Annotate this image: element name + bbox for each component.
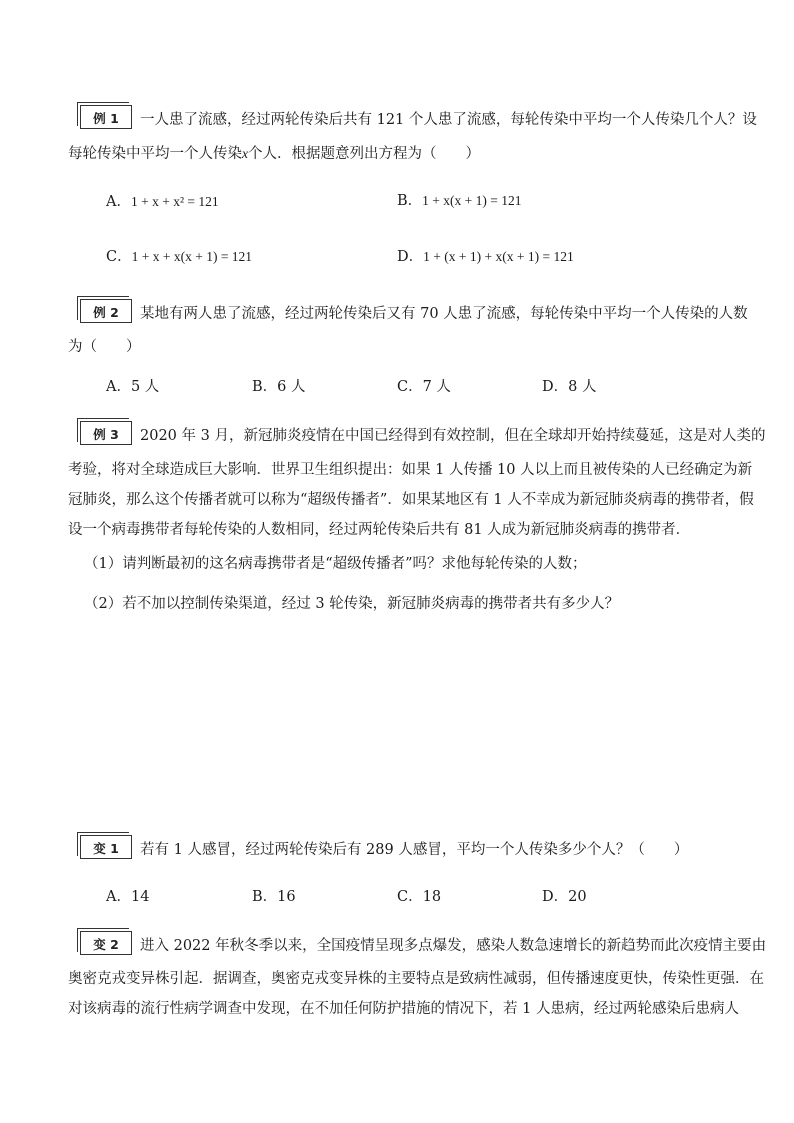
variant-1-question: 若有 1 人感冒，经过两轮传染后有 289 人感冒，平均一个人传染多少个人？（ ） <box>140 842 689 858</box>
variant-2-paragraph-line-1: 进入 2022 年秋冬季以来，全国疫情呈现多点爆发，感染人数急速增长的新趋势而此次疫情主要由 <box>140 938 767 954</box>
option-label: B． <box>397 193 423 209</box>
option-expression: 1 + (x + 1) + x(x + 1) = 121 <box>423 249 574 264</box>
variant-1-option-d: D．20 <box>542 889 587 905</box>
variant-1-tag-label: 变 1 <box>93 841 119 856</box>
example-2-tag <box>80 299 132 323</box>
example-1-variable: x <box>242 146 248 161</box>
example-3-paragraph-line-3: 冠肺炎，那么这个传播者就可以称为“超级传播者”．如果某地区有 1 人不幸成为新冠肺炎病毒的携带者，假 <box>68 492 754 508</box>
example-3-paragraph-line-4: 设一个病毒携带者每轮传染的人数相同，经过两轮传染后共有 81 人成为新冠肺炎病毒的携带者． <box>68 522 691 538</box>
variant-1-tag <box>80 835 132 859</box>
option-expression: 1 + x + x(x + 1) = 121 <box>131 249 253 264</box>
example-3-subquestion-2: （2）若不加以控制传染渠道，经过 3 轮传染，新冠肺炎病毒的携带者共有多少人？ <box>84 596 620 612</box>
option-label: A． <box>106 194 131 210</box>
example-1-question-line-2b: 个人．根据题意列出方程为（ ） <box>248 146 480 162</box>
variant-2-tag <box>80 931 132 955</box>
example-2-question-line-2: 为（ ） <box>68 339 141 355</box>
example-3-tag-label: 例 3 <box>93 427 119 442</box>
example-3-paragraph-line-2: 考验，将对全球造成巨大影响．世界卫生组织提出：如果 1 人传播 10 人以上而且被传染的人已经确定为新 <box>68 462 753 478</box>
example-2-tag-label: 例 2 <box>93 305 119 320</box>
option-expression: 1 + x + x² = 121 <box>130 194 219 209</box>
example-1-question-line-2 <box>68 142 480 163</box>
example-1-option-c <box>106 245 252 266</box>
example-1-tag <box>80 105 132 129</box>
example-2-option-c: C．7 人 <box>397 379 451 395</box>
variant-1-option-a: A．14 <box>106 889 150 905</box>
example-2-option-b: B．6 人 <box>252 379 306 395</box>
example-2-option-d: D．8 人 <box>542 379 597 395</box>
example-1-option-a <box>106 190 219 211</box>
example-1-option-d <box>397 245 574 266</box>
option-label: C． <box>106 249 132 265</box>
example-1-option-b <box>397 189 522 210</box>
example-1-question-line-2a: 每轮传染中平均一个人传染 <box>68 146 242 162</box>
variant-2-paragraph-line-2: 奥密克戎变异株引起．据调查，奥密克戎变异株的主要特点是致病性减弱，但传播速度更快，传染性更强．在 <box>68 971 764 987</box>
example-2-option-a: A．5 人 <box>106 379 160 395</box>
example-3-subquestion-1: （1）请判断最初的这名病毒携带者是“超级传播者”吗？求他每轮传染的人数； <box>84 556 587 572</box>
example-1-tag-label: 例 1 <box>93 111 119 126</box>
example-1-question-line-1: 一人患了流感，经过两轮传染后共有 121 个人患了流感，每轮传染中平均一个人传染几个人？设 <box>140 112 757 128</box>
variant-1-option-c: C．18 <box>397 889 442 905</box>
option-label: D． <box>397 249 424 265</box>
example-2-question-line-1: 某地有两人患了流感，经过两轮传染后又有 70 人患了流感，每轮传染中平均一个人传染的人数 <box>140 306 748 322</box>
option-expression: 1 + x(x + 1) = 121 <box>422 193 522 208</box>
variant-1-option-b: B．16 <box>252 889 296 905</box>
variant-2-tag-label: 变 2 <box>93 937 119 952</box>
variant-2-paragraph-line-3: 对该病毒的流行性病学调查中发现，在不加任何防护措施的情况下，若 1 人患病，经过两轮感染后患病人 <box>68 1001 739 1017</box>
example-3-paragraph-line-1: 2020 年 3 月，新冠肺炎疫情在中国已经得到有效控制，但在全球却开始持续蔓延，这是对人类的 <box>140 428 766 444</box>
example-3-tag <box>80 421 132 445</box>
